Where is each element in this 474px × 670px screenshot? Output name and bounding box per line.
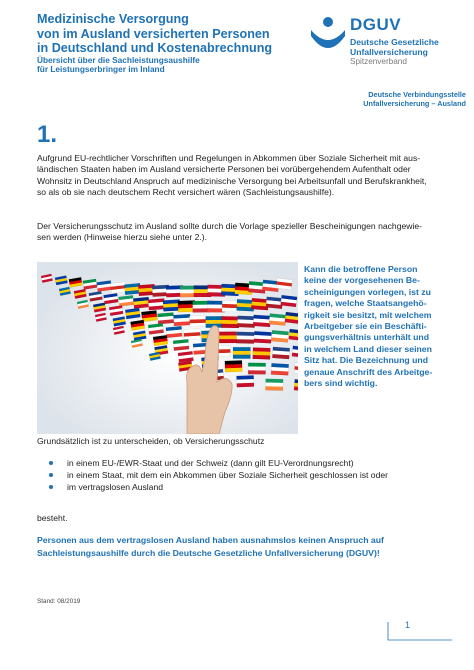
flag-shape <box>280 295 297 307</box>
flag-shape <box>166 326 183 338</box>
flag-shape <box>190 315 208 327</box>
liaison-office <box>356 90 466 108</box>
callout-line: rigkeit sie besitzt, mit welchem <box>304 309 432 320</box>
flag-shape <box>253 315 271 327</box>
flag-shape <box>133 297 149 309</box>
logo-name-line: Deutsche Gesetzliche <box>350 37 439 47</box>
flag-shape <box>173 314 190 326</box>
callout-note <box>304 264 437 389</box>
flag-shape <box>294 379 298 391</box>
callout-line: keine der vorgesehenen Be- <box>304 275 420 286</box>
flag-shape <box>269 314 286 326</box>
flag-shape <box>221 316 239 328</box>
flag-shape <box>97 281 112 292</box>
warning-line: Personen aus dem vertragslosen Ausland haben ausnahmslos keinen Anspruch auf <box>37 535 384 545</box>
flag-shape <box>153 335 168 346</box>
bullet-icon <box>49 485 53 489</box>
list-item <box>49 481 439 493</box>
liaison-line: Unfallversicherung – Ausland <box>363 99 466 108</box>
logo-name-line: Unfallversicherung <box>350 47 428 57</box>
flag-shape <box>289 329 298 341</box>
subtitle-line: für Leistungserbringer im Inland <box>37 64 165 75</box>
flag-shape <box>225 360 243 372</box>
flag-shape <box>276 278 293 290</box>
list-item-text: im vertragslosen Ausland <box>67 482 164 493</box>
paragraph-line: sen werden (Hinweise hierzu siehe unter 2.). <box>37 232 208 243</box>
paragraph-line: ländischen Staaten haben im Ausland versicherte Personen bei vorübergehendem Aufenthalt oder <box>37 164 411 175</box>
flag-shape <box>237 316 255 328</box>
callout-line: gungsverhältnis unterhält und <box>304 332 430 343</box>
footer-bracket-icon <box>380 618 460 646</box>
dguv-logo <box>309 14 459 80</box>
flag-shape <box>266 297 283 309</box>
flag-shape <box>125 308 140 319</box>
document-date: Stand: 08/2019 <box>37 598 81 605</box>
logo-brand: DGUV <box>350 15 402 34</box>
flag-shape <box>173 339 189 351</box>
paragraph-exists: besteht. <box>37 513 68 523</box>
flag-shape <box>148 323 164 334</box>
flag-shape <box>219 332 237 344</box>
subtitle-line: Übersicht über die Sachleistungsaushilfe <box>37 54 200 65</box>
warning-line: Sachleistungsaushilfe durch die Deutsche Gesetzliche Unfallversicherung (DGUV)! <box>37 547 380 558</box>
flag-shape <box>236 332 254 344</box>
callout-line: scheinigungen vorlegen, ist zu <box>304 286 431 297</box>
flag-shape <box>271 363 289 375</box>
paragraph-certificates <box>37 221 442 244</box>
callout-line: fragen, welche Staatsangehö- <box>304 298 427 309</box>
document-title <box>37 12 292 75</box>
flag-shape <box>184 329 201 341</box>
warning-note <box>37 534 447 559</box>
title-line: von im Ausland versicherten Personen <box>37 26 270 41</box>
flag-shape <box>157 312 174 324</box>
flag-shape <box>148 298 165 310</box>
title-line: in Deutschland und Kostenabrechnung <box>37 41 273 55</box>
flag-shape <box>265 379 283 391</box>
liaison-line: Deutsche Verbindungsstelle <box>368 90 466 99</box>
flag-shape <box>248 363 266 375</box>
list-item-text: in einem Staat, mit dem ein Abkommen über Soziale Sicherheit geschlossen ist oder <box>67 470 388 481</box>
flags-illustration-icon <box>37 262 298 434</box>
callout-line: genaue Anschrift des Arbeitge- <box>304 366 433 377</box>
bullet-icon <box>49 473 53 477</box>
logo-name <box>350 37 439 57</box>
flag-shape <box>253 348 271 360</box>
bullet-icon <box>49 461 53 465</box>
paragraph-line: Der Versicherungsschutz im Ausland sollte durch die Vorlage spezieller Bescheinigungen nachgewie- <box>37 221 423 231</box>
flag-shape <box>254 331 272 343</box>
flag-shape <box>110 282 126 293</box>
flag-shape <box>285 312 298 324</box>
paragraph-line: Aufgrund EU-rechtlicher Vorschriften und Regelungen in Abkommen über Soziale Sicherheit mit aus- <box>37 153 421 163</box>
paragraph-line: Wohnsitz in Deutschland Anspruch auf medizinische Versorgung bei Arbeitsunfall und Berufskrankheit, <box>37 175 427 186</box>
list-item <box>49 457 439 469</box>
callout-line: Arbeitgeber sie ein Beschäfti- <box>304 321 427 332</box>
logo-tagline: Spitzenverband <box>350 57 407 66</box>
flag-shape <box>233 347 250 358</box>
page-number: 1 <box>405 620 411 630</box>
flag-shape <box>237 375 255 387</box>
callout-line: Sitz hat. Die Bezeichnung und <box>304 355 429 366</box>
callout-line: bers sind wichtig. <box>304 378 378 389</box>
flags-hand-photo <box>37 262 298 434</box>
flag-shape <box>118 295 134 306</box>
callout-line: in welchem Land dieser seinen <box>304 343 432 354</box>
paragraph-distinction: Grundsätzlich ist zu unterscheiden, ob Versicherungsschutz <box>37 436 265 446</box>
list-item <box>49 469 439 481</box>
paragraph-intro <box>37 153 442 199</box>
callout-line: Kann die betroffene Person <box>304 264 418 274</box>
paragraph-line: so als ob sie nach deutschem Recht versichert wären (Sachleistungsaushilfe). <box>37 187 335 198</box>
list-item-text: in einem EU-/EWR-Staat und der Schweiz (dann gilt EU-Verordnungsrecht) <box>67 458 354 468</box>
section-number: 1. <box>37 121 58 148</box>
flag-shape <box>271 330 288 342</box>
title-line: Medizinische Versorgung <box>37 12 189 26</box>
flag-shape <box>272 347 290 359</box>
insurance-cases-list <box>49 457 439 494</box>
dguv-logo-mark-icon <box>309 16 347 60</box>
flag-shape <box>292 346 298 358</box>
